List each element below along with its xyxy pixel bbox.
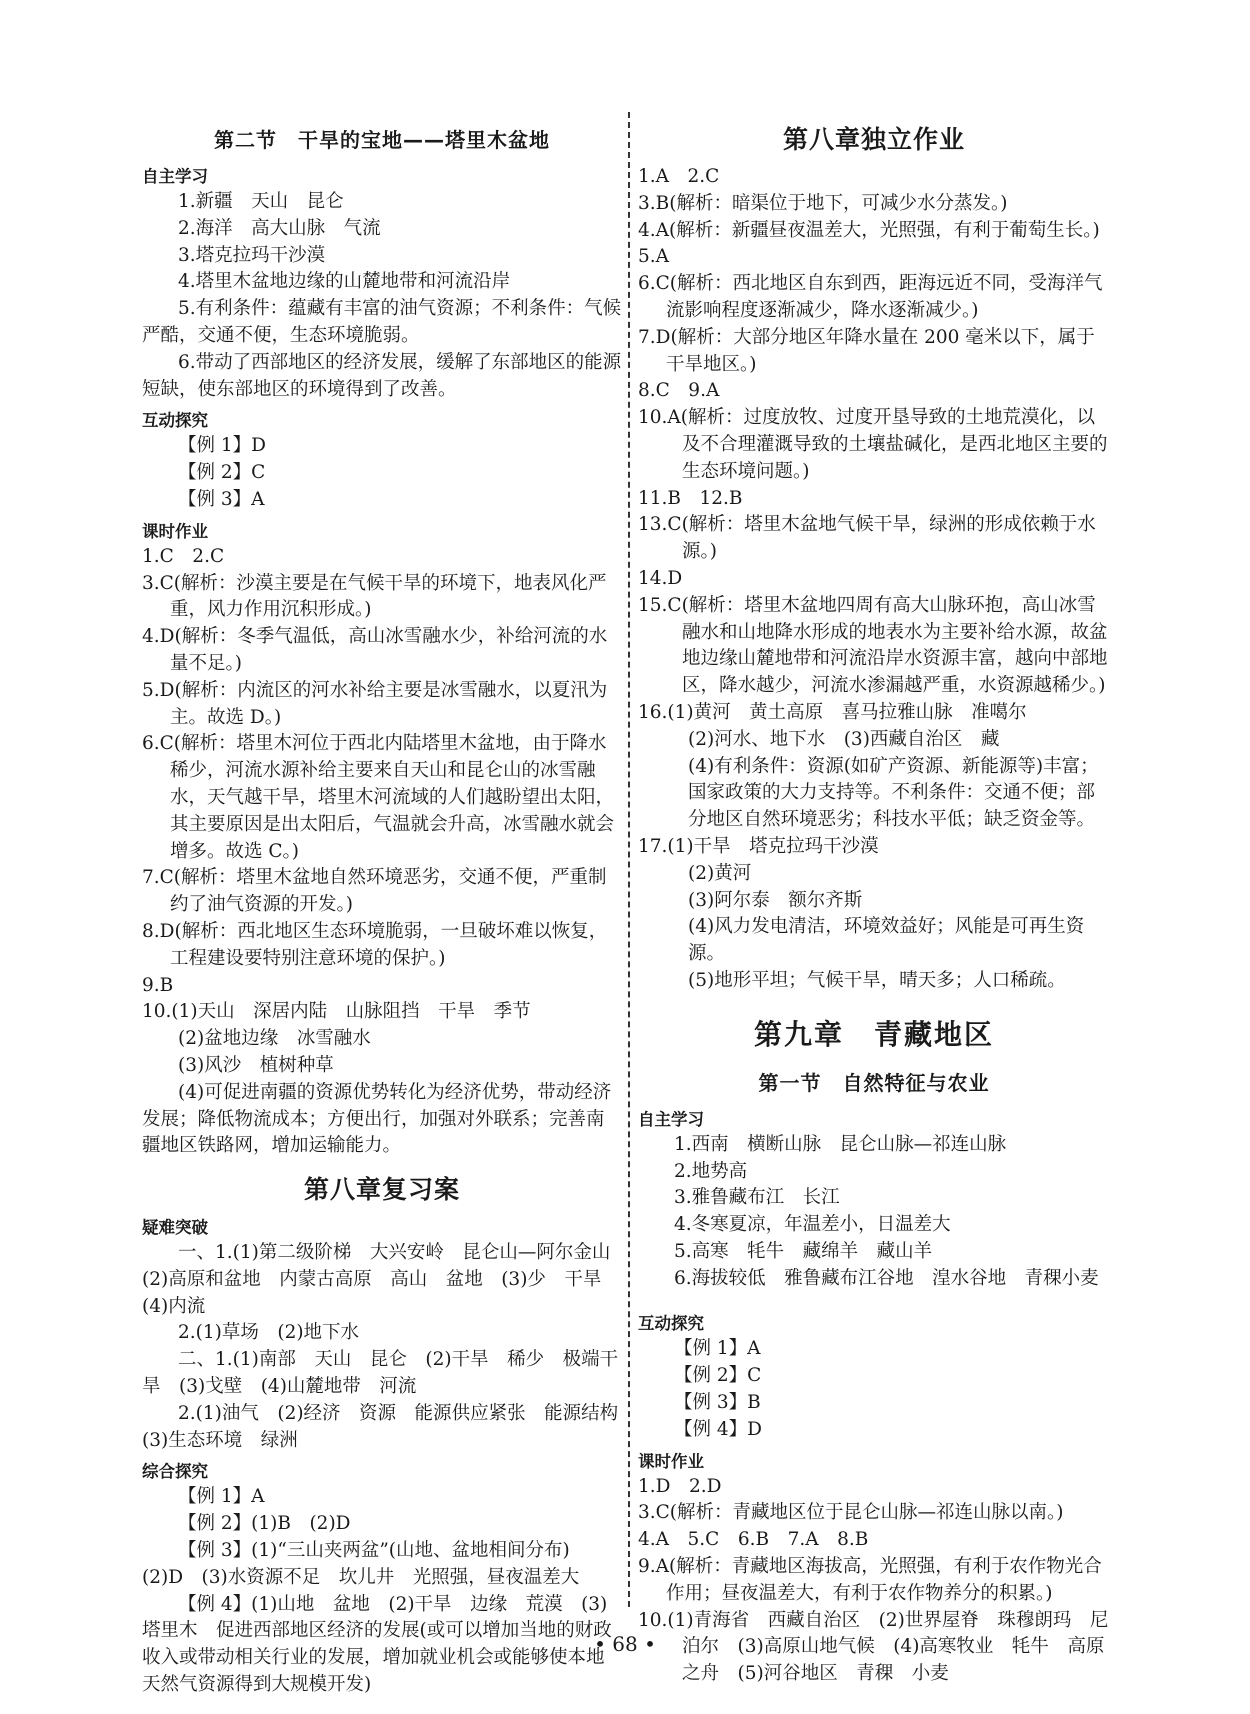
example-answer: 【例 2】C <box>674 1365 762 1387</box>
answer-line: (3)风沙 植树种草 <box>178 1054 334 1076</box>
answer-line: 7.C(解析：塔里木盆地自然环境恶劣，交通不便，严重制约了油气资源的开发。) <box>142 867 607 916</box>
answer-line: 8.C 9.A <box>638 380 720 402</box>
example-answer: 【例 1】A <box>178 1486 265 1508</box>
example-answer: 【例 3】(1)“三山夹两盆”(山地、盆地相间分布) (2)D (3)水资源不足 坎儿井 光照强，昼夜温差大 <box>142 1540 589 1588</box>
answer-line: 3.C(解析：沙漠主要是在气候干旱的环境下，地表风化严重，风力作用沉积形成。) <box>142 572 607 621</box>
answer-line: 2.(1)油气 (2)经济 资源 能源供应紧张 能源结构 (3)生态环境 绿洲 <box>142 1402 637 1451</box>
answer-line: (3)阿尔泰 额尔齐斯 <box>688 889 863 911</box>
answer-line: 9.B <box>142 974 174 996</box>
answer-line: 10.(1)青海省 西藏自治区 (2)世界屋脊 珠穆朗玛 尼泊尔 (3)高原山地气候 (4)高寒牧业 牦牛 高原之舟 (5)河谷地区 青稞 小麦 <box>638 1609 1109 1685</box>
answer-line: (2)河水、地下水 (3)西藏自治区 藏 <box>688 728 1000 750</box>
answer-line: 6.海拔较低 雅鲁藏布江谷地 湟水谷地 青稞小麦 <box>674 1267 1099 1289</box>
review-title: 第八章复习案 <box>303 1175 460 1205</box>
heading-zizhu: 自主学习 <box>142 167 208 186</box>
answer-line: 10.A(解析：过度放牧、过度开垦导致的土地荒漠化，以及不合理灌溉导致的土壤盐碱化，是西北地区主要的生态环境问题。) <box>638 407 1108 482</box>
answer-line: 16.(1)黄河 黄土高原 喜马拉雅山脉 准噶尔 <box>638 701 1027 723</box>
section-title: 第二节 干旱的宝地——塔里木盆地 <box>214 128 550 152</box>
answer-line: 一、1.(1)第二级阶梯 大兴安岭 昆仑山—阿尔金山 (2)高原和盆地 内蒙古高原 高山 盆地 (3)少 干旱 (4)内流 <box>142 1242 629 1317</box>
answer-line: 4.A(解析：新疆昼夜温差大，光照强，有利于葡萄生长。) <box>638 219 1100 241</box>
example-answer: 【例 2】C <box>178 462 266 484</box>
answer-line: 1.新疆 天山 昆仑 <box>178 191 344 212</box>
section1-title: 第一节 自然特征与农业 <box>758 1070 990 1095</box>
example-answer: 【例 1】D <box>178 435 266 457</box>
answer-line: 5.A <box>638 246 670 268</box>
chapter8-homework-title: 第八章独立作业 <box>782 125 965 154</box>
page-number: • 68 • <box>594 1632 656 1656</box>
heading-hudong: 互动探究 <box>638 1314 704 1334</box>
right-column <box>638 110 1110 1688</box>
heading-yinan: 疑难突破 <box>142 1218 208 1238</box>
answer-line: (4)风力发电清洁，环境效益好；风能是可再生资源。 <box>688 916 1085 965</box>
answer-line: 1.D 2.D <box>638 1475 722 1497</box>
answer-line: 6.带动了西部地区的经济发展，缓解了东部地区的能源短缺，使东部地区的环境得到了改善。 <box>142 351 622 400</box>
example-answer: 【例 3】A <box>178 488 265 510</box>
answer-line: 6.C(解析：塔里木河位于西北内陆塔里木盆地，由于降水稀少，河流水源补给主要来自天山和昆仑山的冰雪融水，天气越干旱，塔里木河流域的人们越盼望出太阳，其主要原因是出太阳后，气温就会升高，冰雪融水就会增多。故选 C。) <box>142 733 615 862</box>
answer-line: 5.有利条件：蕴藏有丰富的油气资源；不利条件：气候严酷，交通不便，生态环境脆弱。 <box>142 298 622 346</box>
chapter9-title: 第九章 青藏地区 <box>753 1017 994 1051</box>
answer-line: 4.D(解析：冬季气温低，高山冰雪融水少，补给河流的水量不足。) <box>142 626 608 674</box>
example-answer: 【例 4】D <box>674 1418 762 1440</box>
answer-line: (2)黄河 <box>688 862 752 884</box>
answer-line: (2)盆地边缘 冰雪融水 <box>178 1028 371 1050</box>
answer-line: 二、1.(1)南部 天山 昆仑 (2)干旱 稀少 极端干旱 (3)戈壁 (4)山麓地带 河流 <box>142 1349 619 1398</box>
answer-line: (4)可促进南疆的资源优势转化为经济优势，带动经济发展；降低物流成本；方便出行，加强对外联系；完善南疆地区铁路网，增加运输能力。 <box>142 1081 612 1157</box>
example-answer: 【例 1】A <box>674 1338 761 1360</box>
heading-zizhu: 自主学习 <box>638 1109 704 1129</box>
answer-line: 2.地势高 <box>674 1160 748 1182</box>
answer-line: 2.(1)草场 (2)地下水 <box>178 1322 360 1344</box>
answer-line: 13.C(解析：塔里木盆地气候干旱，绿洲的形成依赖于水源。) <box>638 514 1096 563</box>
example-answer: 【例 2】(1)B (2)D <box>178 1513 351 1535</box>
answer-line: (4)有利条件：资源(如矿产资源、新能源等)丰富；国家政策的大力支持等。不利条件：交通不便；部分地区自然环境恶劣；科技水平低；缺乏资金等。 <box>688 755 1099 831</box>
answer-line: 1.A 2.C <box>638 166 720 187</box>
example-answer: 【例 3】B <box>674 1392 761 1414</box>
answer-line: 2.海洋 高大山脉 气流 <box>178 217 381 239</box>
answer-line: 7.D(解析：大部分地区年降水量在 200 毫米以下，属于干旱地区。) <box>638 326 1095 375</box>
answer-line: 15.C(解析：塔里木盆地四周有高大山脉环抱，高山冰雪融水和山地降水形成的地表水为主要补给水源，故盆地边缘山麓地带和河流沿岸水资源丰富，越向中部地区，降水越少，河流水渗漏越严重，水资源越稀少。) <box>638 594 1108 697</box>
answer-line: 10.(1)天山 深居内陆 山脉阻挡 干旱 季节 <box>142 1001 531 1023</box>
answer-line: 3.B(解析：暗渠位于地下，可减少水分蒸发。) <box>638 192 1008 214</box>
answer-line: 3.塔克拉玛干沙漠 <box>178 244 326 266</box>
answer-line: 6.C(解析：西北地区自东到西，距海远近不同，受海洋气流影响程度逐渐减少，降水逐渐减少。) <box>638 273 1103 321</box>
heading-zonghe: 综合探究 <box>142 1462 208 1482</box>
answer-line: 3.雅鲁藏布江 长江 <box>674 1187 840 1209</box>
answer-line: 9.A(解析：青藏地区海拔高，光照强，有利于农作物光合作用；昼夜温差大，有利于农作物养分的积累。) <box>638 1556 1102 1604</box>
heading-keshi: 课时作业 <box>638 1451 704 1471</box>
heading-keshi: 课时作业 <box>142 521 208 541</box>
answer-line: 5.D(解析：内流区的河水补给主要是冰雪融水，以夏汛为主。故选 D。) <box>142 679 608 728</box>
answer-line: 14.D <box>638 567 683 589</box>
answer-line: 4.塔里木盆地边缘的山麓地带和河流沿岸 <box>178 271 511 293</box>
answer-line: (5)地形平坦；气候干旱，晴天多；人口稀疏。 <box>688 969 1066 991</box>
answer-line: 5.高寒 牦牛 藏绵羊 藏山羊 <box>674 1240 933 1262</box>
answer-line: 17.(1)干旱 塔克拉玛干沙漠 <box>638 835 879 857</box>
heading-hudong: 互动探究 <box>142 411 208 431</box>
answer-line: 4.冬寒夏凉，年温差小，日温差大 <box>674 1214 951 1236</box>
column-divider <box>628 112 630 1607</box>
answer-line: 11.B 12.B <box>638 487 743 509</box>
answer-line: 8.D(解析：西北地区生态环境脆弱，一旦破坏难以恢复，工程建设要特别注意环境的保护。) <box>142 920 608 969</box>
answer-line: 1.C 2.C <box>142 545 225 567</box>
answer-line: 1.西南 横断山脉 昆仑山脉—祁连山脉 <box>674 1133 1007 1155</box>
answer-line: 3.C(解析：青藏地区位于昆仑山脉—祁连山脉以南。) <box>638 1502 1064 1524</box>
answer-line: 4.A 5.C 6.B 7.A 8.B <box>638 1529 869 1551</box>
example-answer: 【例 4】(1)山地 盆地 (2)干旱 边缘 荒漠 (3)塔里木 促进西部地区经济的发展(或可以增加当地的财政收入或带动相关行业的发展，增加就业机会或能够使本地天然气资源得到大规模开发) <box>142 1593 612 1696</box>
